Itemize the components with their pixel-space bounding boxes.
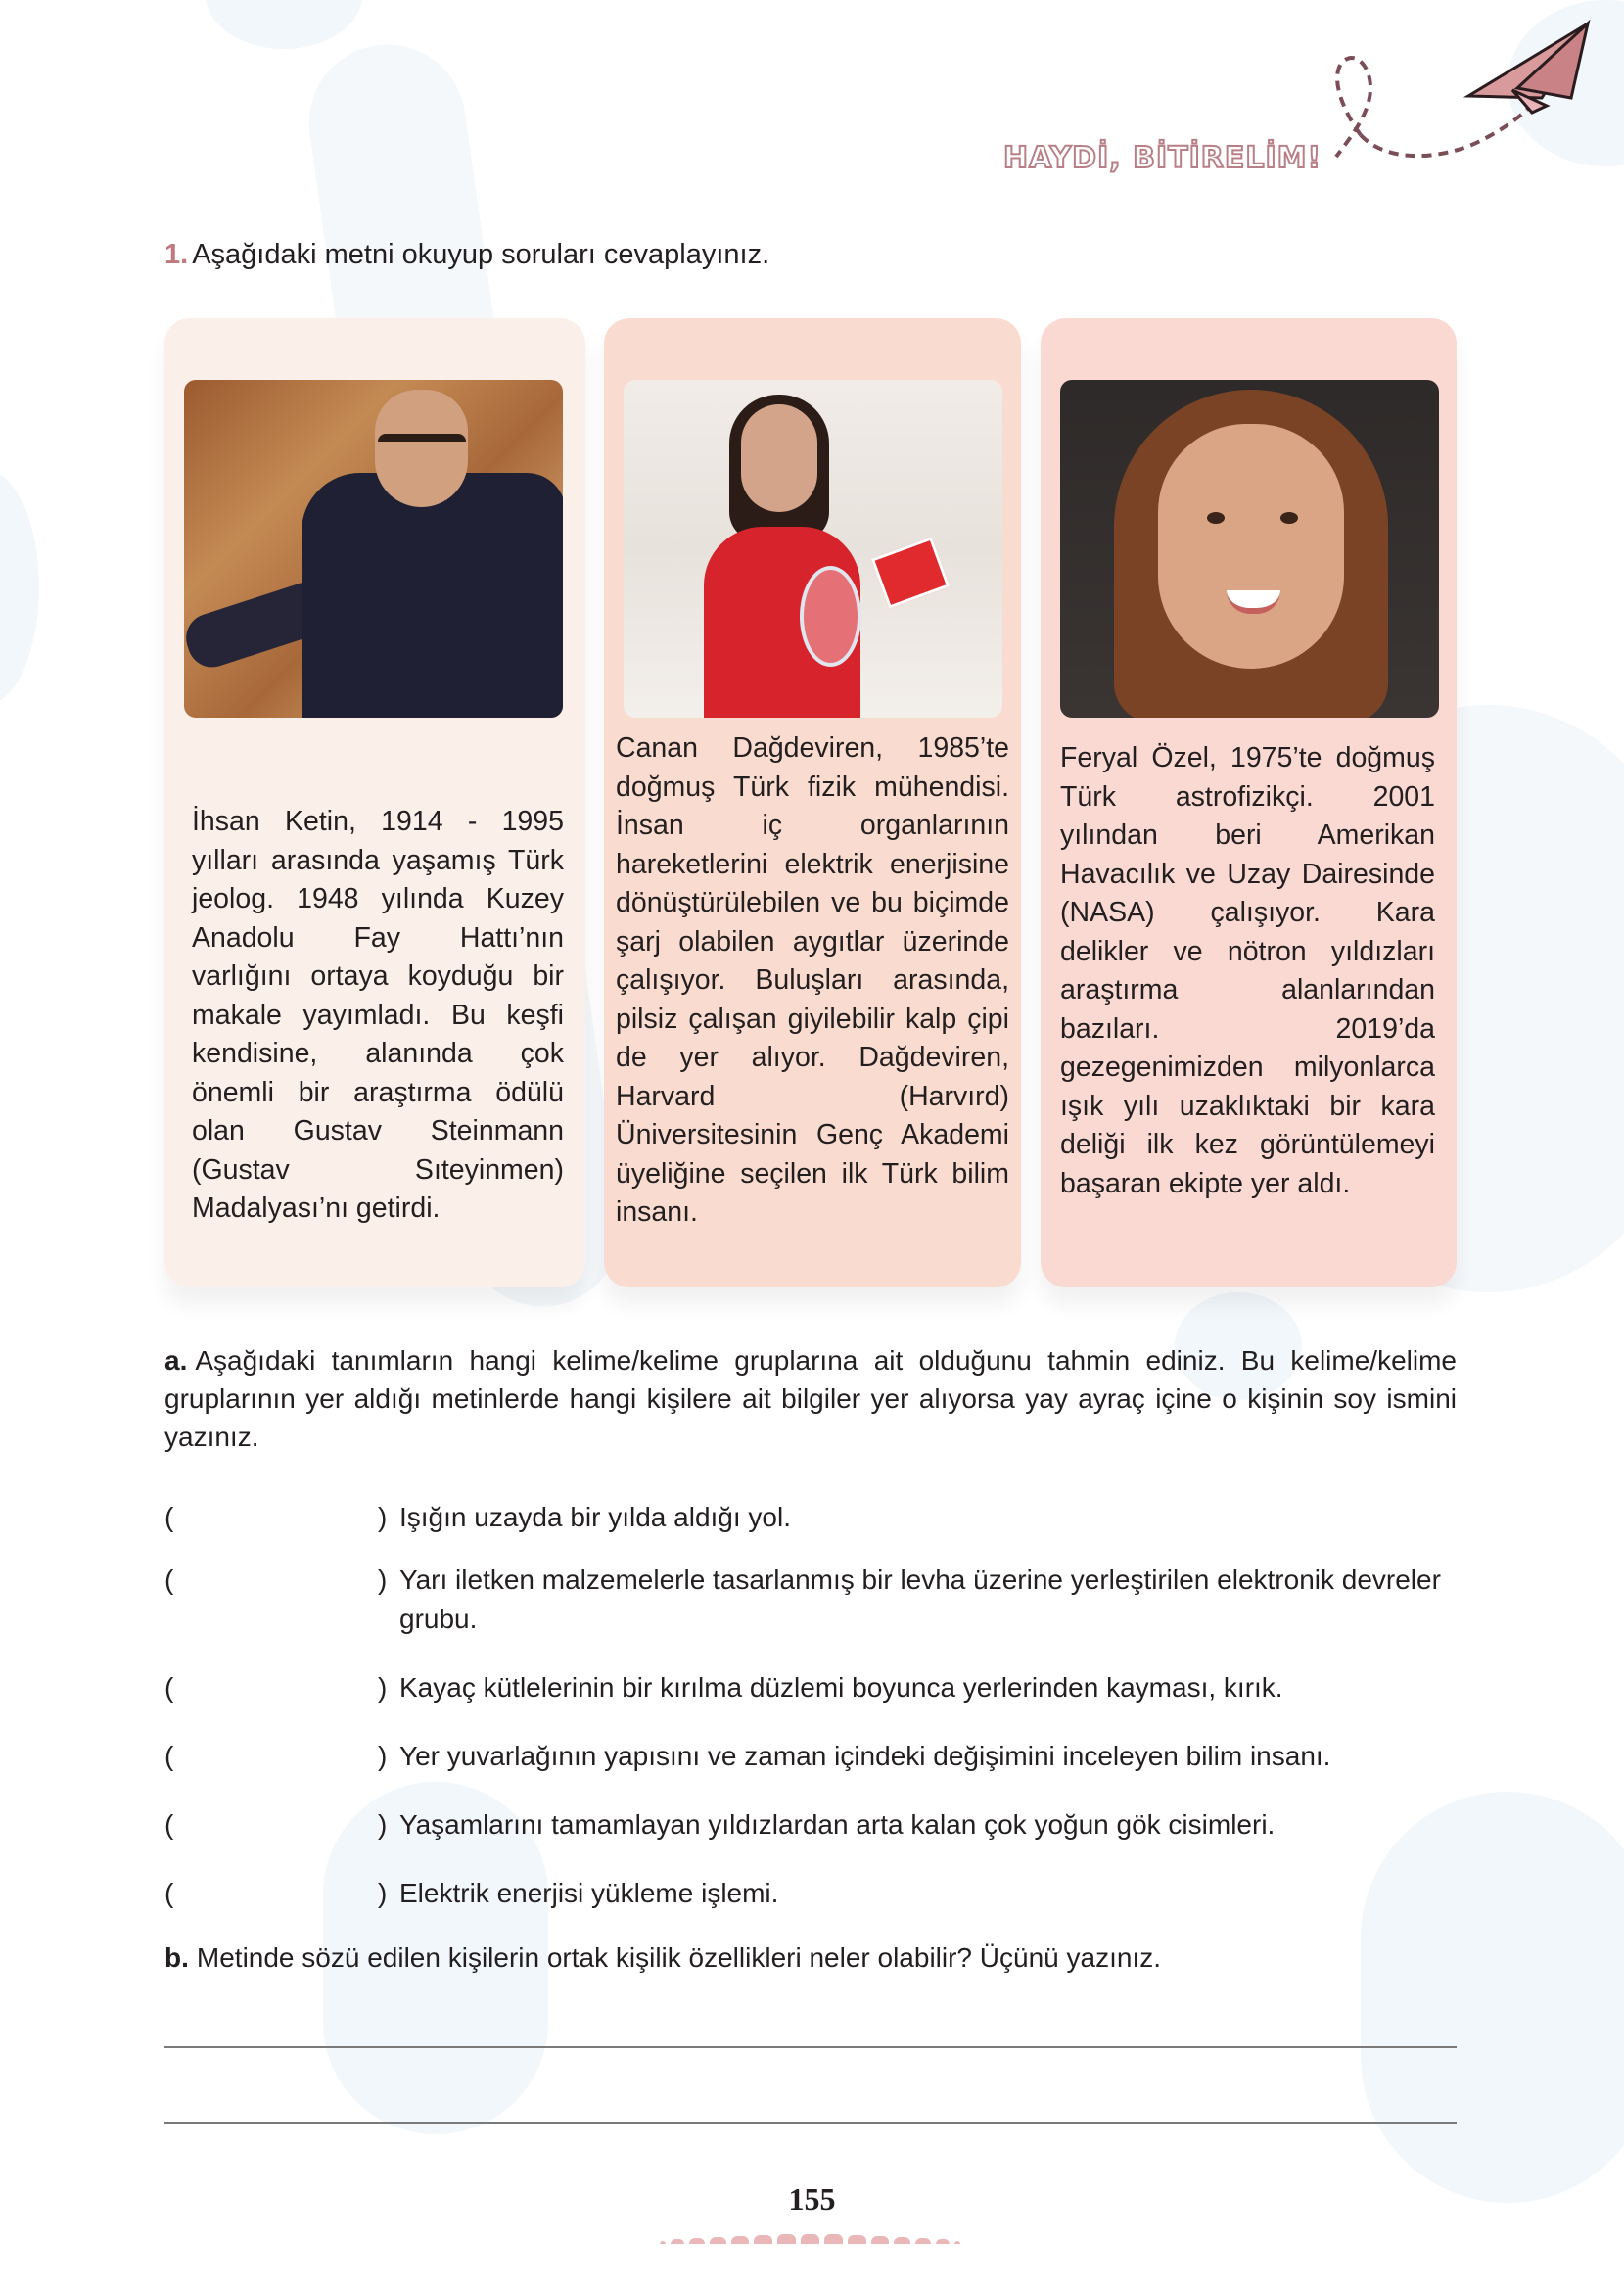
question-label: b. [164,1942,189,1973]
definition-text: Kayaç kütlelerinin bir kırılma düzlemi boyunca yerlerinden kayması, kırık. [399,1672,1283,1703]
definition-text: Yaşamlarını tamamlayan yıldızlardan arta kalan çok yoğun gök cisimleri. [399,1809,1276,1840]
page-number-decoration [660,2234,960,2244]
portrait-photo [624,380,1002,718]
biography-card-ketin [164,318,585,1287]
definition-text: Işığın uzayda bir yılda aldığı yol. [399,1502,791,1532]
answer-blank-close: ) [378,1741,388,1771]
question-text: Aşağıdaki tanımların hangi kelime/kelime gruplarına ait olduğunu tahmin ediniz. Bu kelime/kelime gruplarının yer aldığı metinlerde hangi kişilere ait bilgiler yer alıyorsa yay ayraç içine o kişinin soy ismini yazınız. [164,1345,1457,1452]
definition-row [164,1805,1466,1845]
answer-blank-open[interactable]: ( [164,1878,174,1908]
biography-text: Feryal Özel, 1975’te doğmuş Türk astrofizikçi. 2001 yılından beri Amerikan Havacılık ve Uzay Dairesinde (NASA) çalışıyor. Kara delikler ve nötron yıldızları araştırma alanlarından bazıları. 2019’da gezegenimizden milyonlarca ışık yılı uzaklıktaki bir kara deliği ilk kez görüntülemeyi başaran ekipte yer aldı. [1060,742,1435,1199]
question-b [164,1942,1457,1974]
biography-card-ozel [1041,318,1457,1287]
definition-row [164,1668,1466,1707]
definition-row [164,1561,1466,1639]
answer-blank-open[interactable]: ( [164,1672,174,1703]
answer-line[interactable] [164,2122,1457,2124]
section-banner [998,20,1605,176]
definition-row [164,1498,1466,1537]
biography-card-dagdeviren [604,318,1021,1287]
definition-row [164,1874,1466,1913]
question-a [164,1341,1457,1456]
definition-text: Yer yuvarlağının yapısını ve zaman içindeki değişimini inceleyen bilim insanı. [399,1741,1331,1771]
question-text: Metinde sözü edilen kişilerin ortak kişilik özellikleri neler olabilir? Üçünü yazınız. [196,1942,1161,1973]
definition-list [164,1498,1466,1913]
portrait-photo [184,380,563,718]
banner-title: HAYDİ, BİTİRELİM! [1003,141,1322,175]
question-label: a. [164,1345,188,1376]
exercise-number: 1. [164,239,189,270]
background-shape [0,470,39,705]
answer-line[interactable] [164,2046,1457,2048]
answer-blank-open[interactable]: ( [164,1565,174,1595]
background-shape [206,0,362,49]
instruction-text: Aşağıdaki metni okuyup soruları cevaplayınız. [192,239,770,270]
answer-blank-close: ) [378,1672,388,1703]
answer-blank-close: ) [378,1565,388,1595]
definition-row [164,1737,1466,1776]
biography-text: Canan Dağdeviren, 1985’te doğmuş Türk fizik mühendisi. İnsan iç organlarının hareketlerini elektrik enerjisine dönüştürülebilen ve bu biçimde şarj olabilen aygıtlar üzerinde çalışıyor. Buluşları arasında, pilsiz çalışan giyilebilir kalp çipi de yer alıyor. Dağdeviren, Harvard (Harvırd) Üniversitesinin Genç Akademi üyeliğine seçilen ilk Türk bilim insanı. [616,732,1009,1228]
page-number: 155 [788,2181,836,2217]
answer-blank-close: ) [378,1878,388,1908]
biography-text: İhsan Ketin, 1914 - 1995 yılları arasında yaşamış Türk jeolog. 1948 yılında Kuzey Anadolu Fay Hattı’nın varlığını ortaya koyduğu bir makale yayımladı. Bu keşfi kendisine, alanında çok önemli bir araştırma ödülü olan Gustav Steinmann (Gustav Sıteyinmen) Madalyası’nı getirdi. [192,806,564,1224]
answer-blank-open[interactable]: ( [164,1741,174,1771]
answer-blank-open[interactable]: ( [164,1809,174,1840]
definition-text: Yarı iletken malzemelerle tasarlanmış bir levha üzerine yerleştirilen elektronik devreler grubu. [399,1565,1441,1634]
answer-blank-open[interactable]: ( [164,1502,174,1532]
answer-blank-close: ) [378,1809,388,1840]
exercise-instruction [164,239,769,271]
definition-text: Elektrik enerjisi yükleme işlemi. [399,1878,779,1908]
answer-blank-close: ) [378,1502,388,1532]
portrait-photo [1060,380,1439,718]
